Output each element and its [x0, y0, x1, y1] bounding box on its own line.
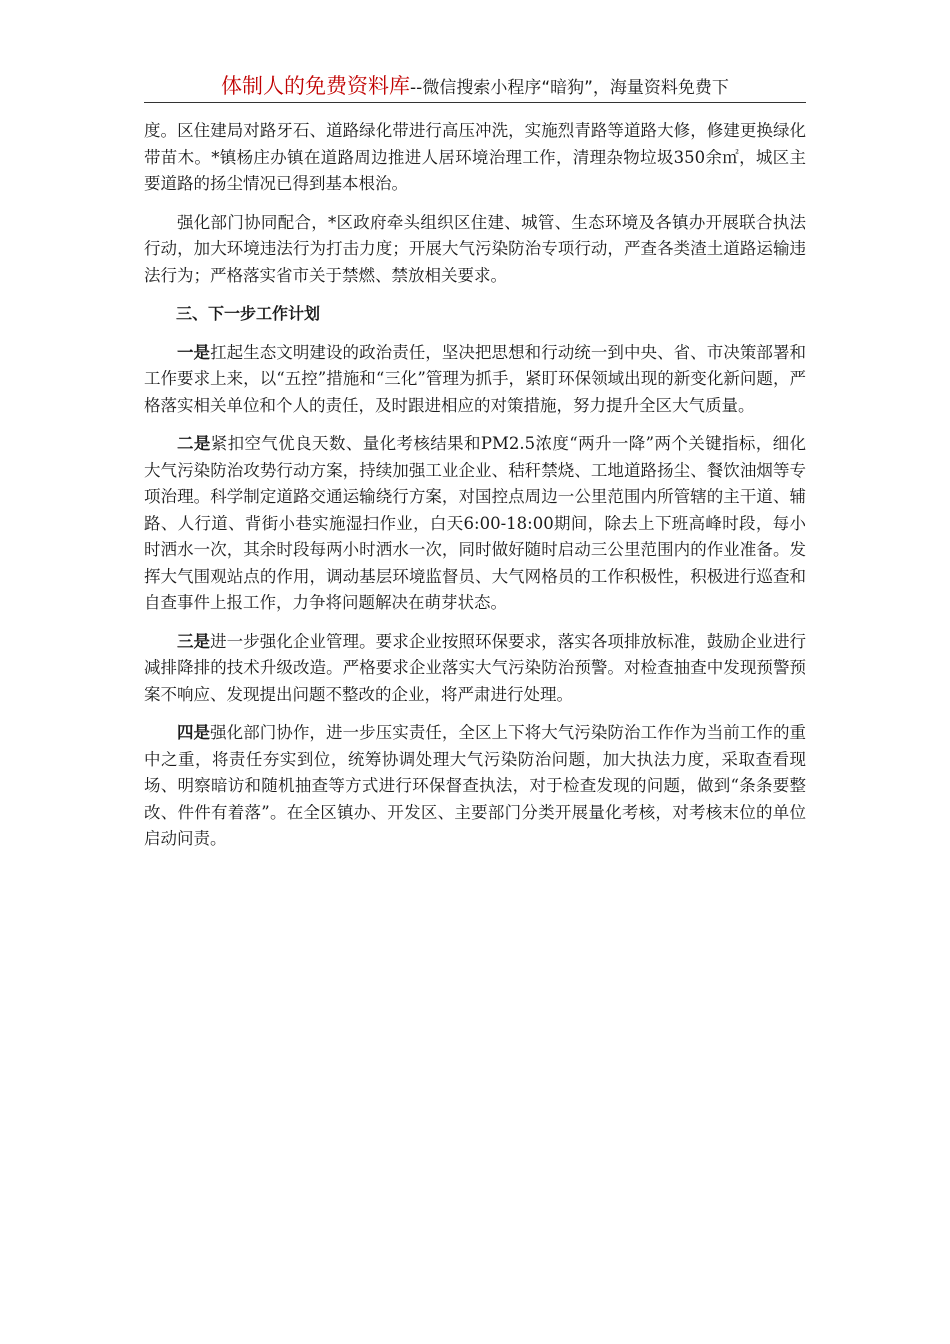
plan-item-1	[144, 340, 806, 420]
plan-item-4-text: 强化部门协作，进一步压实责任，全区上下将大气污染防治工作作为当前工作的重中之重，将责任夯实到位，统筹协调处理大气污染防治问题，加大执法力度，采取查看现场、明察暗访和随机抽查等方式进行环保督查执法，对于检查发现的问题，做到“条条要整改、件件有着落”。在全区镇办、开发区、主要部门分类开展量化考核，对考核末位的单位启动问责。	[144, 723, 807, 848]
plan-item-3-text: 进一步强化企业管理。要求企业按照环保要求，落实各项排放标准，鼓励企业进行减排降排的技术升级改造。严格要求企业落实大气污染防治预警。对检查抽查中发现预警预案不响应、发现提出问题不整改的企业，将严肃进行处理。	[144, 631, 807, 704]
header-tagline: --微信搜索小程序“暗狗”，海量资料免费下	[410, 78, 729, 98]
paragraph-continued: 度。区住建局对路牙石、道路绿化带进行高压冲洗，实施烈青路等道路大修，修建更换绿化带苗木。*镇杨庄办镇在道路周边推进人居环境治理工作，清理杂物垃圾350余㎡，城区主要道路的扬尘情况已得到基本根治。	[144, 121, 806, 193]
header-brand: 体制人的免费资料库	[221, 74, 411, 98]
plan-item-2	[144, 431, 806, 617]
plan-item-3-lead: 三是	[177, 631, 211, 651]
plan-item-4-lead: 四是	[177, 723, 211, 742]
plan-item-1-text: 扛起生态文明建设的政治责任，坚决把思想和行动统一到中央、省、市决策部署和工作要求上来，以“五控”措施和“三化”管理为抓手，紧盯环保领域出现的新变化新问题，严格落实相关单位和个人的责任，及时跟进相应的对策措施，努力提升全区大气质量。	[144, 342, 807, 415]
section-heading: 三、下一步工作计划	[176, 304, 321, 323]
plan-item-2-text: 紧扣空气优良天数、量化考核结果和PM2.5浓度“两升一降”两个关键指标，细化大气污染防治攻势行动方案，持续加强工业企业、秸秆禁烧、工地道路扬尘、餐饮油烟等专项治理。科学制定道路交通运输绕行方案，对国控点周边一公里范围内所管辖的主干道、辅路、人行道、背街小巷实施湿扫作业，白天6:00-18:00期间，除去上下班高峰时段，每小时洒水一次，其余时段每两小时洒水一次，同时做好随时启动三公里范围内的作业准备。发挥大气围观站点的作用，调动基层环境监督员、大气网格员的工作积极性，积极进行巡查和自查事件上报工作，力争将问题解决在萌芽状态。	[144, 434, 806, 612]
plan-item-2-lead: 二是	[177, 434, 211, 453]
paragraph-coordination: 强化部门协同配合，*区政府牵头组织区住建、城管、生态环境及各镇办开展联合执法行动，加大环境违法行为打击力度；开展大气污染防治专项行动，严查各类渣土道路运输违法行为；严格落实省市关于禁燃、禁放相关要求。	[144, 212, 806, 285]
document-body	[144, 118, 806, 865]
plan-item-1-lead: 一是	[177, 342, 211, 362]
page-header	[144, 72, 806, 103]
plan-item-3	[144, 629, 806, 709]
plan-item-4	[144, 720, 806, 853]
